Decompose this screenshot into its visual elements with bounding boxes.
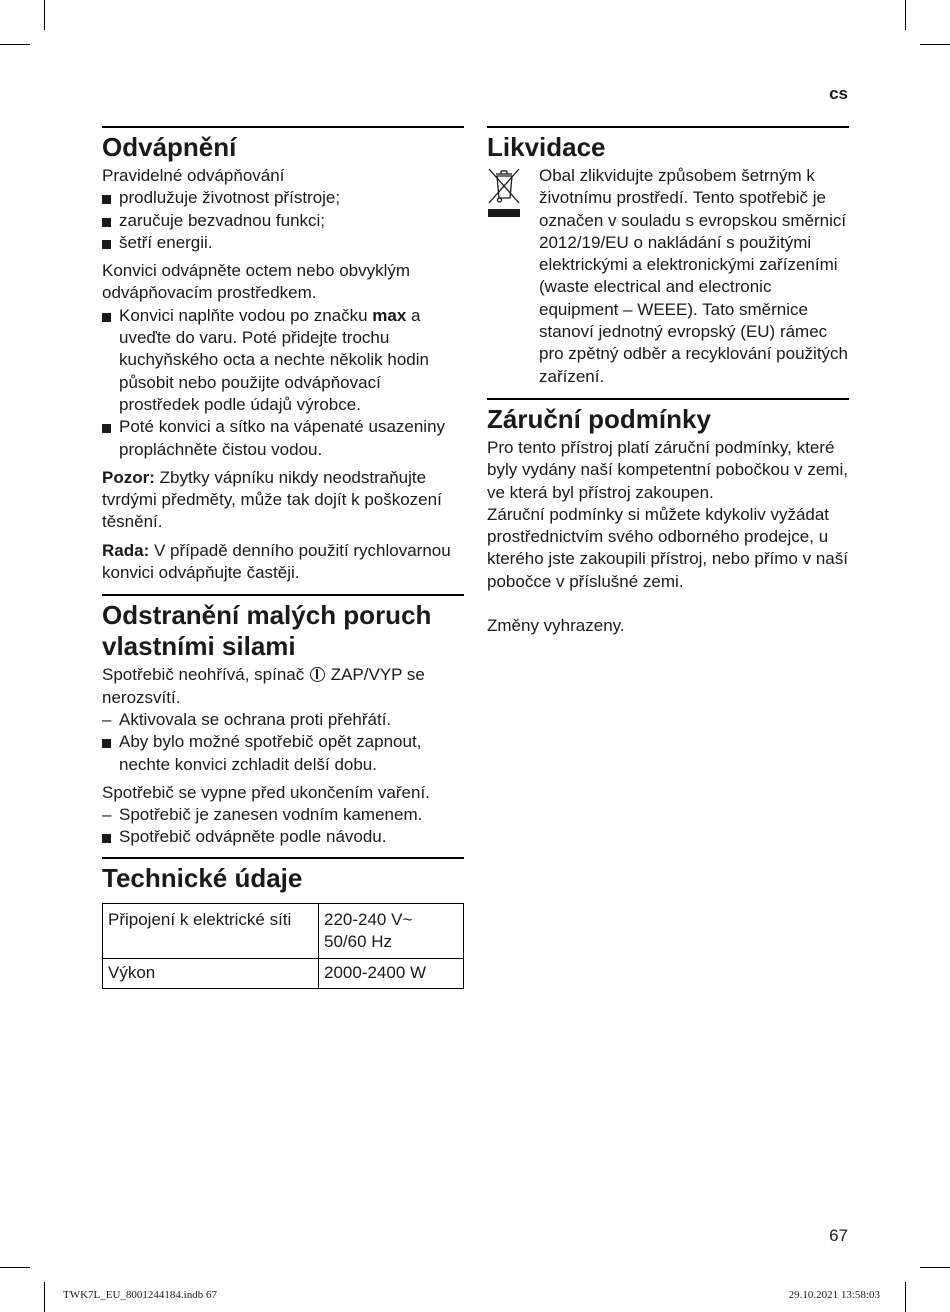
- crop-mark: [920, 44, 950, 45]
- tip-note: [102, 540, 464, 585]
- caution-note: [102, 467, 464, 534]
- step-text: Konvici naplňte vodou po značku: [119, 305, 373, 325]
- descaling-method: Konvici odvápněte octem nebo obvyklým odvápňovacím prostředkem.: [102, 261, 411, 303]
- warranty-title: Záruční podmínky: [487, 403, 711, 434]
- issue-description: [102, 664, 464, 709]
- specs-table: [102, 903, 464, 989]
- list-item: zaručuje bezvadnou funkci;: [102, 210, 464, 232]
- troubleshooting-title: Odstranění malých poruch vlastními silami: [102, 600, 432, 662]
- caution-label: Pozor:: [102, 467, 155, 487]
- table-row: [103, 903, 464, 959]
- disposal-title: Likvidace: [487, 132, 606, 162]
- power-icon: [310, 667, 325, 682]
- issue2-list: [102, 804, 464, 849]
- crossed-out-wheelie-bin-icon: [487, 167, 521, 225]
- issue-description: Spotřebič se vypne před ukončením vaření.: [102, 782, 430, 802]
- left-column: [102, 126, 464, 989]
- issue-text: Spotřebič neohřívá, spínač: [102, 665, 309, 685]
- troubleshooting-section: [102, 594, 464, 848]
- spec-value-line: 50/60 Hz: [324, 932, 393, 952]
- changes-reserved-note: Změny vyhrazeny.: [487, 616, 625, 636]
- max-mark-label: max: [372, 305, 407, 325]
- benefits-list: [102, 187, 464, 254]
- list-item: [102, 305, 464, 416]
- disposal-text: Obal zlikvidujte způsobem šetrným k životnímu prostředí. Tento spotřebič je označen v souladu s evropskou směrnicí 2012/19/EU o nakládání s použitými elektrickými a elektronickými zařízeními (waste electrical and electronic equipment – WEEE). Tato směrnice stanoví jednotný evropský (EU) rámec pro zpětný odběr a recyklování použitých zařízení.: [539, 166, 849, 386]
- specs-section: [102, 857, 464, 989]
- step-text: a uveďte do varu. Poté přidejte trochu kuchyňského octa a nechte několik hodin působit nebo použijte odvápňovací prostředek podle údajů výrobce.: [119, 305, 429, 414]
- descaling-intro: Pravidelné odvápňování: [102, 166, 285, 185]
- descaling-title: Odvápnění: [102, 132, 237, 162]
- spec-value-line: 220-240 V~: [324, 909, 413, 929]
- cause-item: – Aktivovala se ochrana proti přehřátí.: [102, 709, 464, 731]
- spec-value: [319, 903, 464, 959]
- page-number: 67: [829, 1226, 848, 1245]
- table-row: [103, 959, 464, 988]
- tip-text: V případě denního použití rychlovarnou konvici odvápňujte častěji.: [102, 540, 451, 583]
- list-item: [102, 416, 464, 461]
- warranty-section: [487, 398, 849, 637]
- crop-mark: [905, 0, 906, 30]
- issue1-list: [102, 709, 464, 776]
- descaling-steps: [102, 305, 464, 461]
- disposal-section: [487, 126, 849, 388]
- disposal-body: [487, 165, 849, 388]
- spec-value: 2000-2400 W: [319, 959, 464, 988]
- descaling-section: [102, 126, 464, 584]
- crop-mark: [44, 1282, 45, 1312]
- crop-mark: [920, 1267, 950, 1268]
- fix-item: Aby bylo možné spotřebič opět zapnout, nechte konvici zchladit delší dobu.: [102, 731, 464, 776]
- crop-mark: [0, 1267, 30, 1268]
- footer-timestamp: 29.10.2021 13:58:03: [788, 1289, 880, 1301]
- language-code: cs: [829, 84, 848, 103]
- warranty-para: Záruční podmínky si můžete kdykoliv vyžádat prostřednictvím svého odborného prodejce, u kterého jste zakoupili přístroj, nebo přímo v naší pobočce v příslušné zemi.: [487, 504, 848, 591]
- list-item: šetří energii.: [102, 232, 464, 254]
- cause-item: – Spotřebič je zanesen vodním kamenem.: [102, 804, 464, 826]
- list-item: prodlužuje životnost přístroje;: [102, 187, 464, 209]
- footer-file: TWK7L_EU_8001244184.indb 67: [63, 1289, 217, 1301]
- spec-label: Výkon: [103, 959, 319, 988]
- crop-mark: [905, 1282, 906, 1312]
- specs-title: Technické údaje: [102, 862, 303, 893]
- spec-label: Připojení k elektrické síti: [103, 903, 319, 959]
- warranty-para: Pro tento přístroj platí záruční podmínky, které byly vydány naší kompetentní pobočkou v zemi, ve která byl přístroj zakoupen.: [487, 437, 848, 502]
- caution-text: Zbytky vápníku nikdy neodstraňujte tvrdými předměty, může tak dojít k poškození těsnění.: [102, 467, 442, 532]
- tip-label: Rada:: [102, 540, 150, 560]
- crop-mark: [0, 44, 30, 45]
- crop-mark: [44, 0, 45, 30]
- issue-text: ZAP/VYP se nerozsvítí.: [102, 665, 425, 707]
- right-column: [487, 126, 849, 637]
- step-text: Poté konvici a sítko na vápenaté usazeniny propláchněte čistou vodou.: [119, 417, 446, 459]
- fix-item: Spotřebič odvápněte podle návodu.: [102, 826, 464, 848]
